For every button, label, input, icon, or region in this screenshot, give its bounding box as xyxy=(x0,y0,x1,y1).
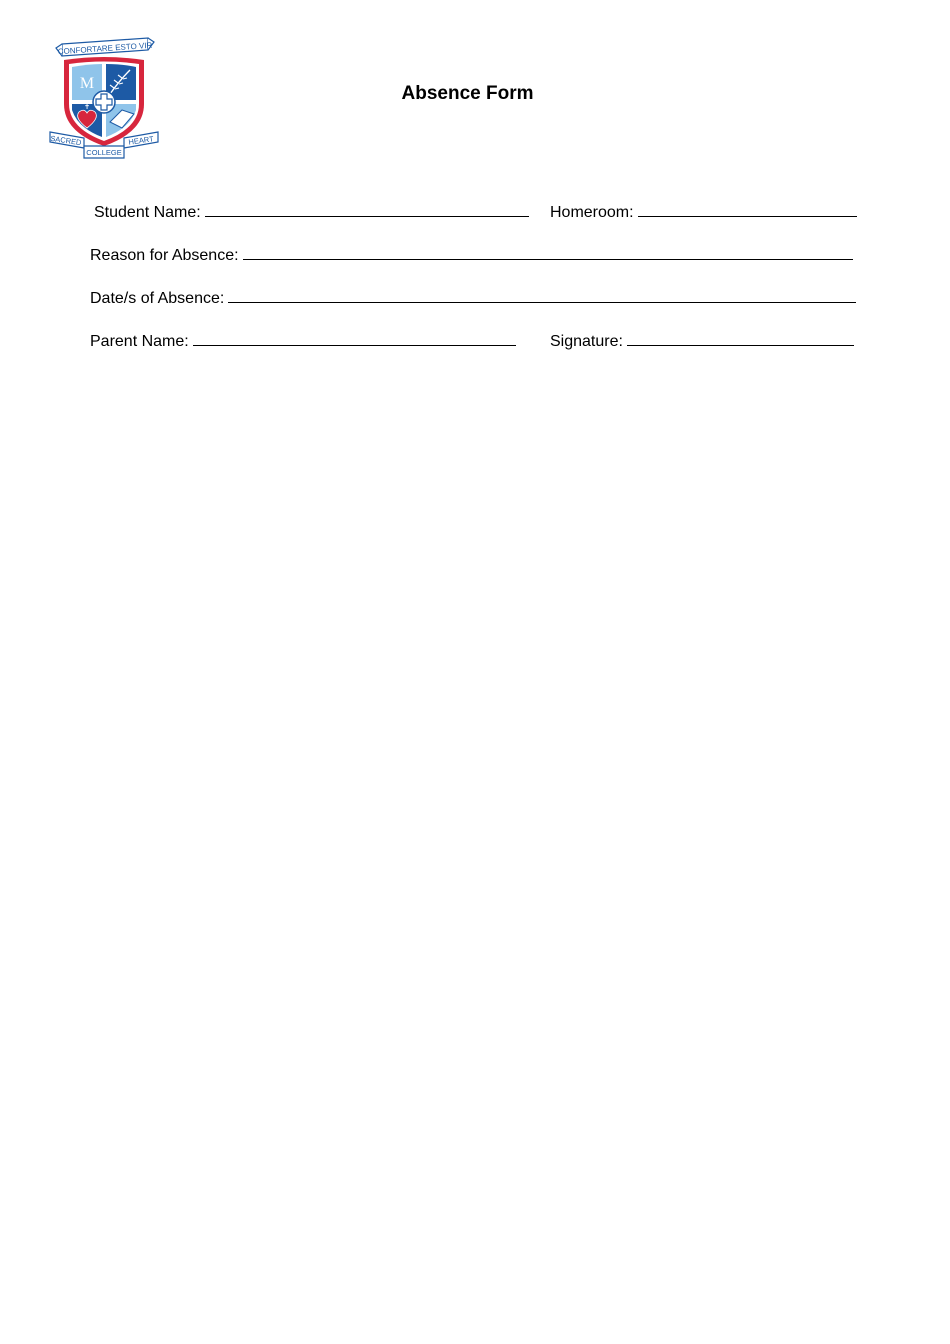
reason-label: Reason for Absence: xyxy=(90,247,239,264)
student-name-field[interactable] xyxy=(94,202,529,222)
parent-name-line[interactable] xyxy=(193,331,516,346)
form-title: Absence Form xyxy=(401,83,534,104)
student-name-line[interactable] xyxy=(205,202,529,217)
logo-name-bottom: COLLEGE xyxy=(86,148,122,157)
signature-label: Signature: xyxy=(550,333,623,350)
logo-name-right: HEART xyxy=(127,134,155,147)
signature-field[interactable] xyxy=(550,331,854,351)
dates-field[interactable] xyxy=(90,288,856,308)
reason-field[interactable] xyxy=(90,245,853,265)
svg-text:✝: ✝ xyxy=(84,104,90,111)
reason-line[interactable] xyxy=(243,245,853,260)
student-name-label: Student Name: xyxy=(94,204,201,221)
logo-name-left: SACRED xyxy=(49,133,83,148)
dates-label: Date/s of Absence: xyxy=(90,290,225,307)
homeroom-field[interactable] xyxy=(550,202,857,222)
logo-motto: CONFORTARE ESTO VIR xyxy=(57,40,153,57)
homeroom-line[interactable] xyxy=(638,202,857,217)
signature-line[interactable] xyxy=(627,331,854,346)
homeroom-label: Homeroom: xyxy=(550,204,634,221)
svg-text:M: M xyxy=(79,75,95,92)
parent-name-field[interactable] xyxy=(90,331,516,351)
parent-name-label: Parent Name: xyxy=(90,333,189,350)
dates-line[interactable] xyxy=(228,288,856,303)
